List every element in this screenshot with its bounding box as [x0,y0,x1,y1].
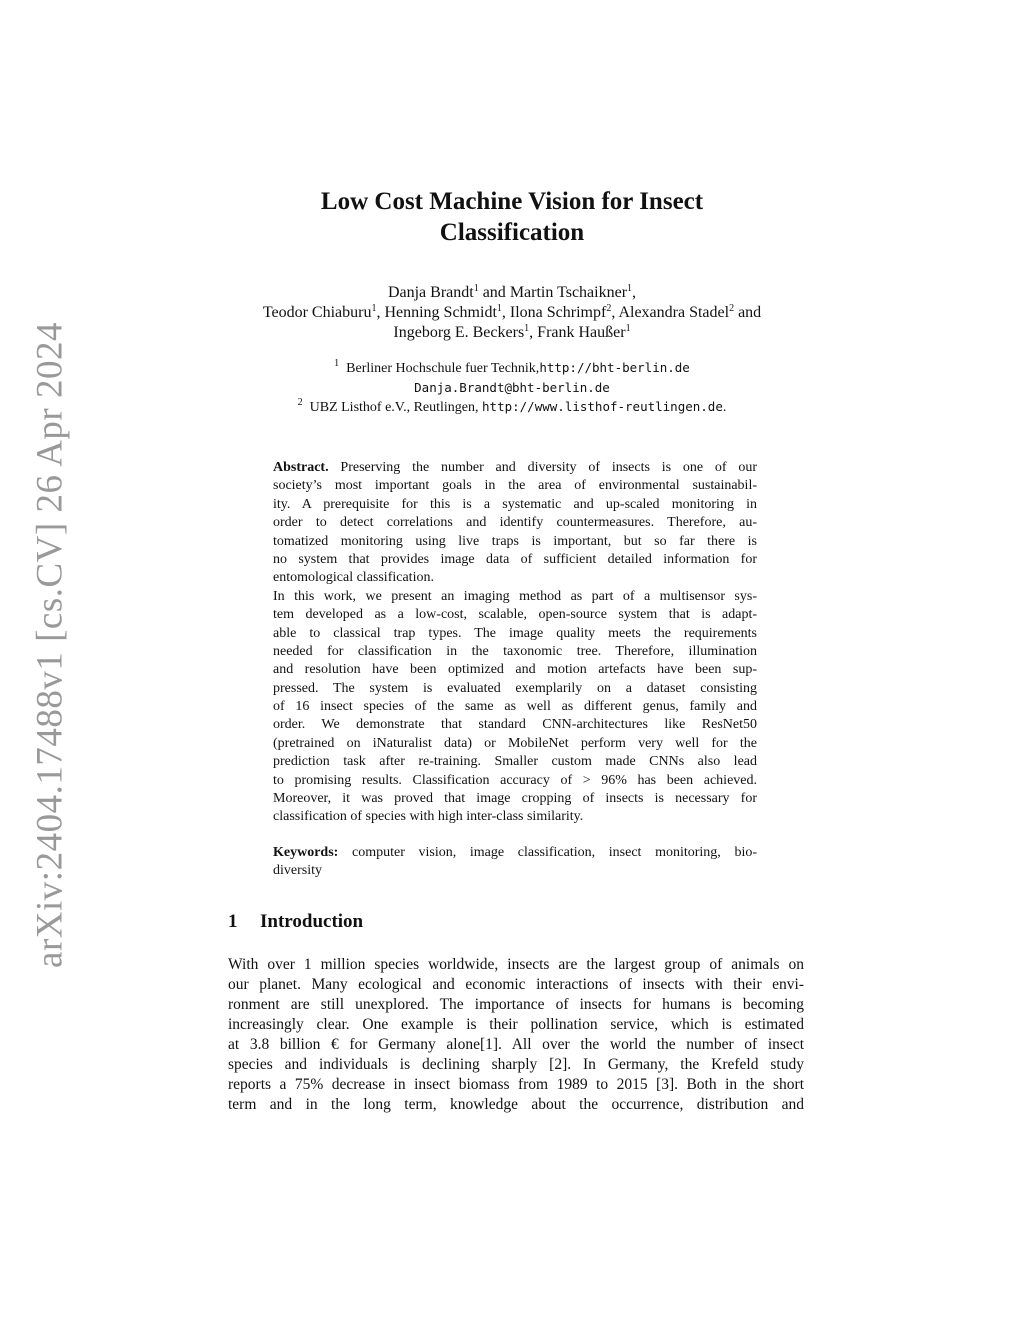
paragraph-line: reports a 75% decrease in insect biomass from 1989 to 2015 [3]. Both in the short [228,1076,804,1093]
contact-email[interactable]: Danja.Brandt@bht-berlin.de [414,379,610,395]
paragraph-line: ronment are still unexplored. The importance of insects for humans is becoming [228,996,804,1013]
institution-url[interactable]: http://www.listhof-reutlingen.de [482,399,723,414]
affiliation-mark: 2 [606,303,612,314]
affiliation-mark: 1 [473,283,479,294]
section-number: 1 [228,911,238,932]
abstract [273,459,757,827]
abstract-line: needed for classification in the taxonomic tree. Therefore, illumination [273,643,757,659]
affiliations [0,359,1024,418]
institution: Berliner Hochschule fuer Technik, [346,361,540,376]
author-line: Danja Brandt$^1$ and Martin Tschaikner$^1$, [387,283,637,301]
paragraph-line: species and individuals is declining sharply [2]. In Germany, the Krefeld study [228,1056,804,1073]
author-list [0,283,1024,343]
abstract-label: Abstract. [273,460,329,475]
abstract-line: of 16 insect species of the same as well as different genus, family and [273,699,757,715]
section-title: Introduction [260,911,364,932]
abstract-line: (pretrained on iNaturalist data) or MobileNet perform very well for the [273,735,757,751]
author-line: Teodor Chiaburu$^1$, Henning Schmidt$^1$, Ilona Schrimpf$^2$, Alexandra Stadel$^2$ and [262,303,762,321]
affiliation-mark: 1 [524,323,530,334]
affiliation-mark: 1 [625,323,631,334]
punctuation: . [722,400,727,415]
institution: UBZ Listhof e.V., Reutlingen, [309,400,483,415]
abstract-text: Preserving the number and diversity of insects is one of our [328,460,757,475]
abstract-line: order to detect correlations and identify countermeasures. Therefore, au- [273,515,757,531]
abstract-line: entomological classification. [273,570,434,586]
conjunction: and [734,304,762,321]
keywords-line: diversity [273,863,322,879]
abstract-line: Moreover, it was proved that image cropping of insects is necessary for [273,791,757,807]
abstract-line: order. We demonstrate that standard CNN-architectures like ResNet50 [273,717,757,733]
affiliation-2 [0,398,1024,418]
paragraph-line: our planet. Many ecological and economic interactions of insects with their envi- [228,976,804,993]
author: Ingeborg E. Beckers [393,324,525,341]
affiliation-mark: 1 [371,303,377,314]
abstract-line: pressed. The system is evaluated exemplarily on a dataset consisting [273,680,757,696]
abstract-line: and resolution have been optimized and motion artefacts have been sup- [273,662,757,678]
keywords-label: Keywords: [273,845,339,860]
affiliation-mark: 1 [627,283,633,294]
abstract-line: to promising results. Classification accuracy of > 96% has been achieved. [273,772,757,788]
affiliation-mark: 2 [729,303,735,314]
author: Teodor Chiaburu [262,304,372,321]
author: Danja Brandt [387,284,474,301]
author-line: Ingeborg E. Beckers$^1$, Frank Haußer$^1$ [393,323,631,341]
contact-email-line [0,379,1024,399]
keywords-text: computer vision, image classification, insect monitoring, bio- [338,845,757,860]
title-line: Low Cost Machine Vision for Insect [320,188,704,215]
abstract-line [273,459,757,477]
paragraph-line: at 3.8 billion € for Germany alone[1]. All over the world the number of insect [228,1036,804,1053]
abstract-line: society’s most important goals in the area of environmental sustainabil- [273,478,757,494]
author: Martin Tschaikner [509,284,628,301]
author: Henning Schmidt [384,304,497,321]
paragraph-line: increasingly clear. One example is their pollination service, which is estimated [228,1016,804,1033]
paragraph-line: With over 1 million species worldwide, insects are the largest group of animals on [228,956,804,973]
abstract-line: classification of species with high inter-class similarity. [273,809,584,825]
abstract-line: tem developed as a low-cost, scalable, open-source system that is adapt- [273,607,757,623]
abstract-line: able to classical trap types. The image quality meets the requirements [273,625,757,641]
author: Frank Haußer [537,324,626,341]
author: Alexandra Stadel [618,304,730,321]
arxiv-identifier-stamp: arXiv:2404.17488v1 [cs.CV] 26 Apr 2024 [29,322,71,968]
section-heading-introduction [228,911,363,933]
affiliation-number: 2 [297,397,303,408]
paper-title [0,186,1024,248]
author: Ilona Schrimpf [509,304,607,321]
institution-url[interactable]: http://bht-berlin.de [539,360,690,375]
introduction-body [228,955,804,1115]
affiliation-mark: 1 [496,303,502,314]
keywords-line [273,844,757,862]
conjunction: and [478,284,510,301]
keywords [273,844,757,881]
abstract-line: no system that provides image data of sufficient detailed information for [273,551,757,567]
affiliation-1 [0,359,1024,379]
abstract-line: In this work, we present an imaging method as part of a multisensor sys- [273,588,757,604]
abstract-line: tomatized monitoring using live traps is important, but so far there is [273,533,757,549]
paragraph-line: term and in the long term, knowledge about the occurrence, distribution and [228,1096,804,1113]
title-line: Classification [439,219,585,246]
abstract-line: ity. A prerequisite for this is a systematic and up-scaled monitoring in [273,496,757,512]
affiliation-number: 1 [334,358,340,369]
abstract-line: prediction task after re-training. Smaller custom made CNNs also lead [273,754,757,770]
